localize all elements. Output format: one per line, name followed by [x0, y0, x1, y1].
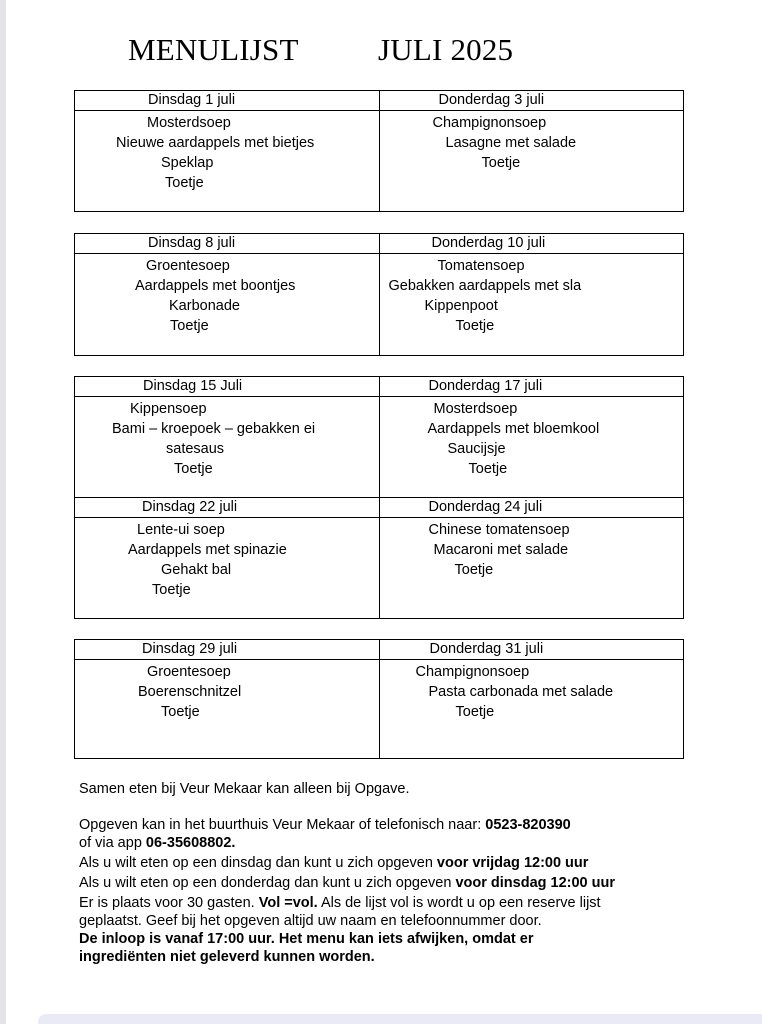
menu-item: Karbonade [169, 298, 240, 314]
signup-text: Opgeven kan in het buurthuis Veur Mekaar of telefonisch naar: [79, 817, 486, 833]
day-label: Donderdag 17 juli [428, 378, 543, 394]
menu-item: Kippensoep [130, 401, 207, 417]
menu-block-4 [74, 639, 684, 759]
footer-signup-line [79, 816, 719, 834]
menu-item: Champignonsoep [432, 115, 547, 131]
inloop-text-1: De inloop is vanaf 17:00 uur. Het menu kan iets afwijken, omdat er [79, 931, 534, 947]
day-label: Donderdag 31 juli [429, 641, 544, 657]
full-text: Vol =vol. [258, 895, 318, 911]
menu-cell-tue-15 [75, 397, 380, 498]
day-header-thu-17 [379, 377, 684, 397]
page-edge [0, 0, 6, 1024]
menu-cell-thu-31 [379, 660, 684, 759]
menu-cell-thu-3 [379, 111, 684, 212]
day-label: Dinsdag 29 juli [142, 641, 238, 657]
menu-item: Macaroni met salade [433, 542, 569, 558]
day-label: Donderdag 24 juli [428, 499, 543, 515]
day-header-tue-8 [75, 234, 380, 254]
day-label: Donderdag 10 juli [431, 235, 546, 251]
footer-app-line [79, 834, 719, 852]
footer-thursday-line [79, 874, 719, 892]
menu-item: satesaus [166, 441, 225, 457]
footer-inloop-line-2 [79, 948, 719, 966]
menu-item: Groentesoep [146, 258, 230, 274]
tuesday-text: Als u wilt eten op een dinsdag dan kunt u zich opgeven [79, 855, 437, 871]
capacity-text: Er is plaats voor 30 gasten. [79, 895, 259, 911]
menu-item: Toetje [455, 704, 495, 720]
menu-item: Speklap [161, 155, 214, 171]
menu-item: Bami – kroepoek – gebakken ei [112, 421, 316, 437]
bottom-bar [38, 1014, 762, 1024]
day-header-thu-24 [379, 498, 684, 518]
day-label: Dinsdag 15 Juli [143, 378, 243, 394]
menu-cell-thu-24 [379, 518, 684, 619]
phone-number: 0523-820390 [485, 817, 571, 833]
day-header-thu-3 [379, 91, 684, 111]
menu-item: Boerenschnitzel [138, 684, 242, 700]
menu-item: Aardappels met bloemkool [427, 421, 600, 437]
menu-cell-tue-8 [75, 254, 380, 356]
inloop-text-2: ingrediënten niet geleverd kunnen worden. [79, 949, 375, 965]
menu-block-1 [74, 90, 684, 212]
day-label: Dinsdag 1 juli [148, 92, 236, 108]
menu-item: Lasagne met salade [445, 135, 577, 151]
footer-info [79, 780, 719, 966]
menu-item: Champignonsoep [415, 664, 530, 680]
menu-item: Toetje [161, 704, 200, 720]
menu-item: Mosterdsoep [433, 401, 518, 417]
title-menulijst: MENULIJST [128, 32, 299, 67]
menu-block-2 [74, 233, 684, 356]
day-label: Dinsdag 8 juli [148, 235, 236, 251]
menu-item: Nieuwe aardappels met bietjes [116, 135, 315, 151]
app-number: 06-35608802. [145, 835, 236, 851]
menu-cell-tue-1 [75, 111, 380, 212]
menu-item: Mosterdsoep [147, 115, 231, 131]
menu-item: Groentesoep [147, 664, 231, 680]
reserve-text: Als de lijst vol is wordt u op een reserve lijst [317, 895, 601, 911]
menu-item: Toetje [170, 318, 209, 334]
menu-item: Toetje [455, 318, 495, 334]
tuesday-deadline: voor vrijdag 12:00 uur [436, 855, 589, 871]
menu-item: Kippenpoot [424, 298, 498, 314]
menu-item: Saucijsje [447, 441, 506, 457]
day-header-tue-29 [75, 640, 380, 660]
menu-item: Chinese tomatensoep [428, 522, 570, 538]
day-label: Dinsdag 22 juli [142, 499, 238, 515]
menu-item: Toetje [152, 582, 191, 598]
footer-inloop-line-1 [79, 930, 719, 948]
day-header-thu-31 [379, 640, 684, 660]
day-label: Donderdag 3 juli [438, 92, 545, 108]
menu-item: Toetje [468, 461, 508, 477]
menu-item: Aardappels met boontjes [135, 278, 296, 294]
footer-intro: Samen eten bij Veur Mekaar kan alleen bij Opgave. [79, 781, 410, 797]
menu-item: Gebakken aardappels met sla [388, 278, 582, 294]
thursday-deadline: voor dinsdag 12:00 uur [455, 875, 616, 891]
footer-tuesday-line [79, 854, 719, 872]
menu-item: Toetje [174, 461, 213, 477]
app-text: of via app [79, 835, 146, 851]
day-header-thu-10 [379, 234, 684, 254]
day-header-tue-1 [75, 91, 380, 111]
day-header-tue-15 [75, 377, 380, 397]
menu-cell-thu-17 [379, 397, 684, 498]
menu-item: Lente-ui soep [137, 522, 225, 538]
menu-item: Tomatensoep [437, 258, 525, 274]
menu-cell-tue-29 [75, 660, 380, 759]
title-month: JULI 2025 [378, 32, 514, 67]
menu-item: Toetje [481, 155, 521, 171]
menu-item: Toetje [165, 175, 204, 191]
menu-item: Gehakt bal [161, 562, 232, 578]
footer-capacity-line [79, 894, 719, 912]
menu-cell-tue-22 [75, 518, 380, 619]
day-header-tue-22 [75, 498, 380, 518]
menu-cell-thu-10 [379, 254, 684, 356]
thursday-text: Als u wilt eten op een donderdag dan kunt u zich opgeven [79, 875, 456, 891]
menu-item: Aardappels met spinazie [128, 542, 287, 558]
menu-item: Toetje [454, 562, 494, 578]
menu-item: Pasta carbonada met salade [428, 684, 614, 700]
footer-reserve-line: geplaatst. Geef bij het opgeven altijd uw naam en telefoonnummer door. [79, 913, 542, 929]
menu-block-3 [74, 376, 684, 619]
